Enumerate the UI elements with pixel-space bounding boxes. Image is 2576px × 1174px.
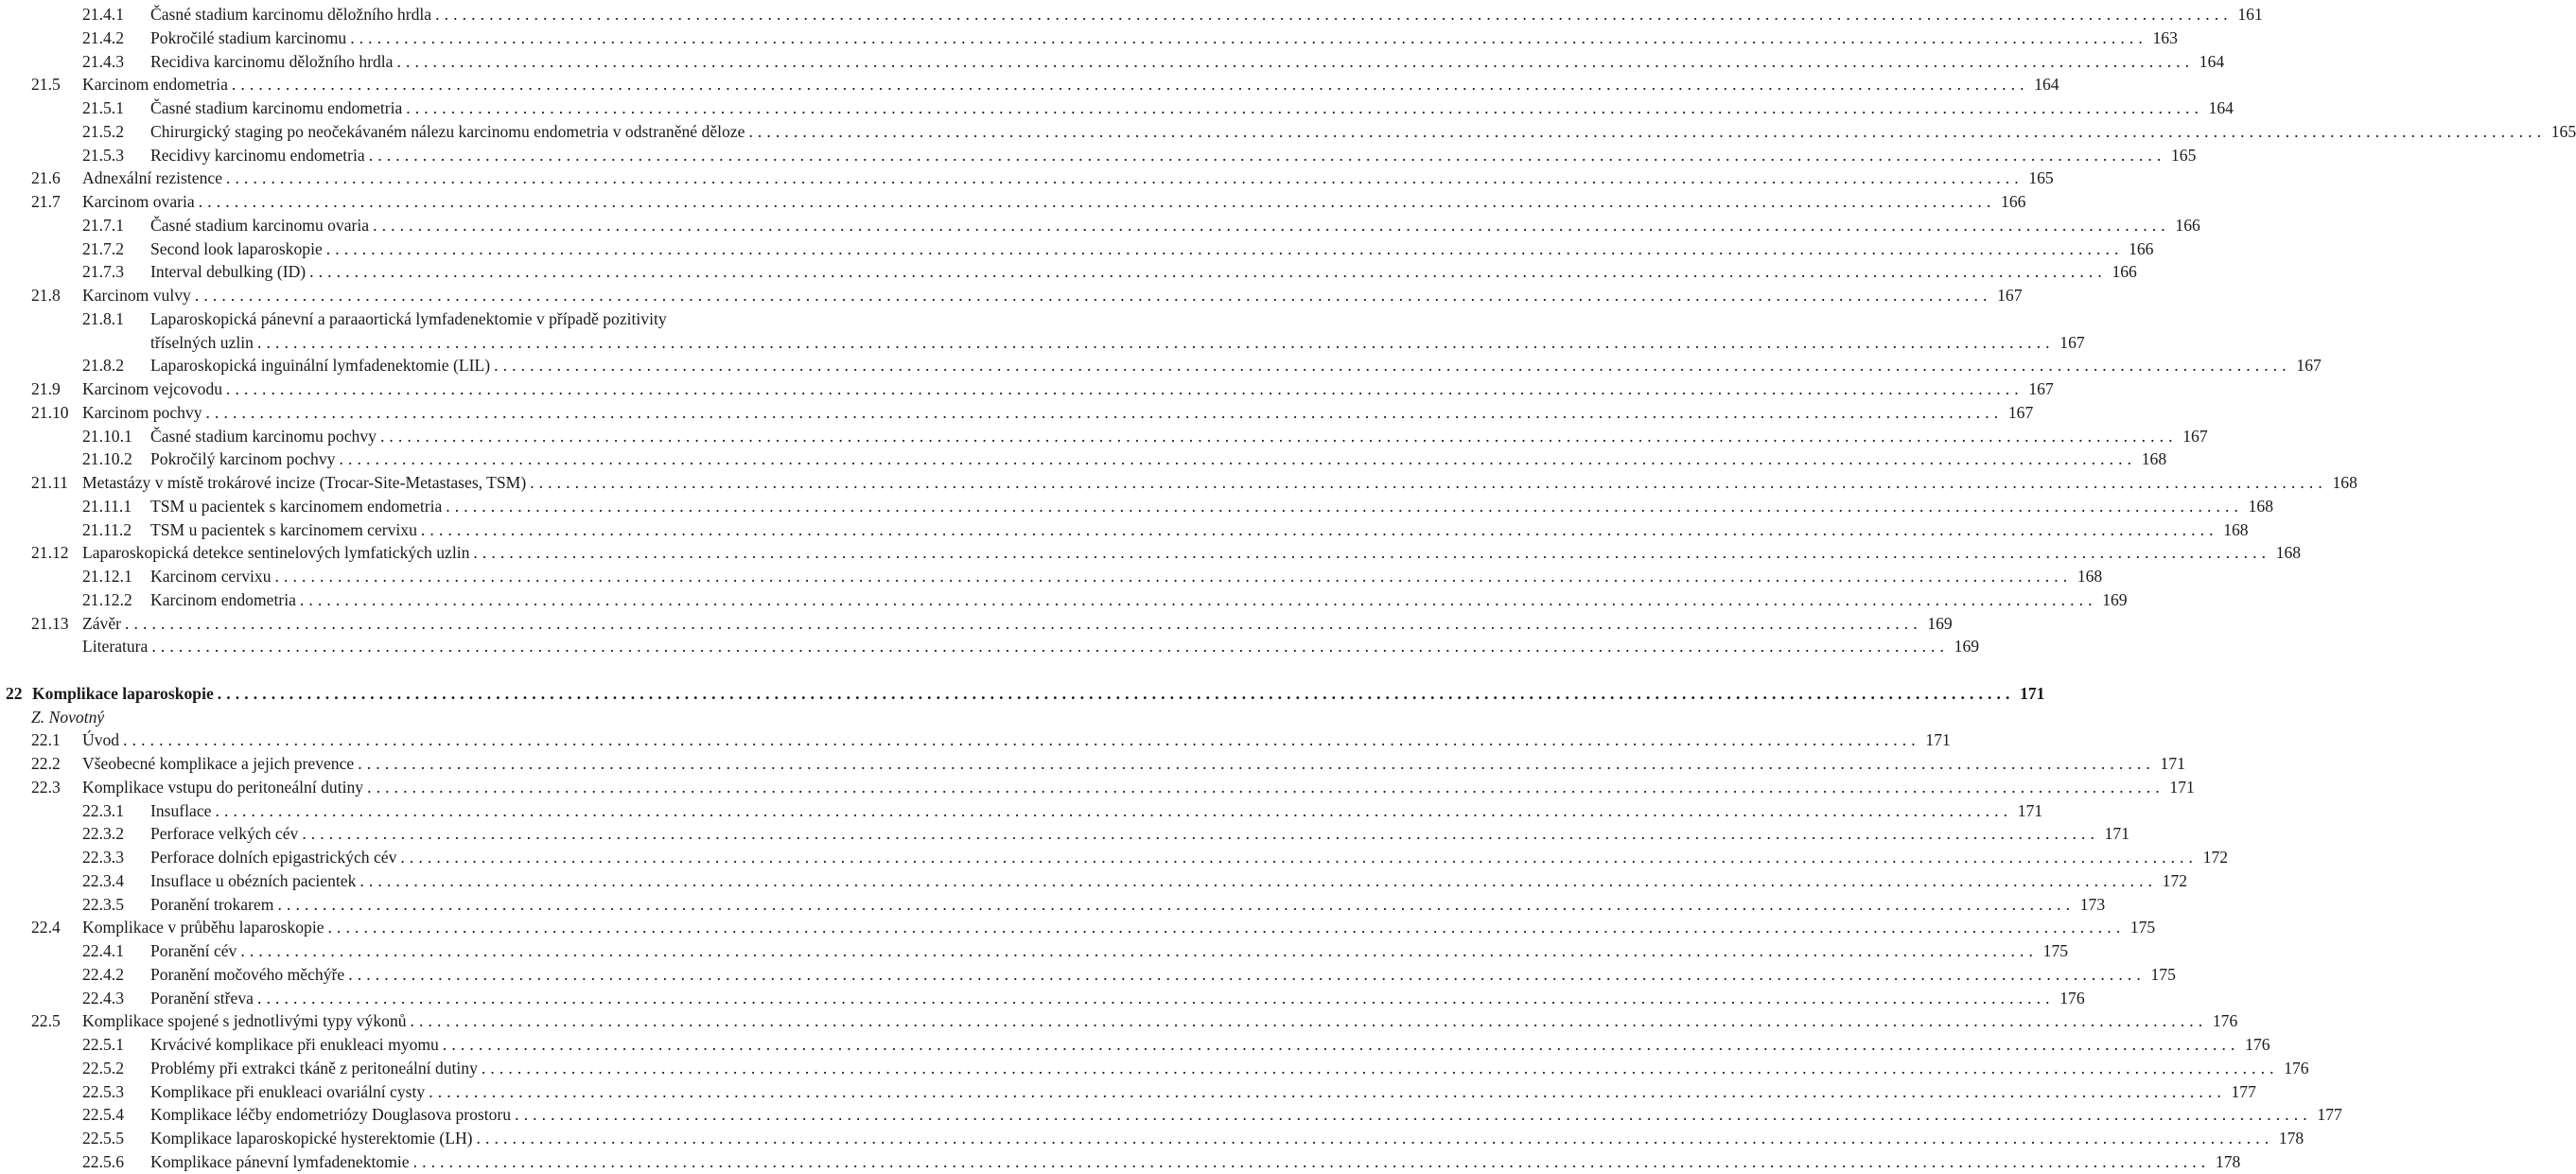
toc-leader-dots: ........................................................................................................................................................................................................ bbox=[309, 262, 2107, 282]
toc-entry-title: TSM u pacientek s karcinomem cervixu bbox=[150, 519, 417, 539]
toc-leader-dots: ........................................................................................................................................................................................................ bbox=[194, 286, 1992, 305]
toc-entry-title: Poranění cév bbox=[150, 941, 237, 960]
toc-leader-dots: ........................................................................................................................................................................................................ bbox=[358, 754, 2155, 773]
toc-leader-dots: ........................................................................................................................................................................................................ bbox=[256, 332, 2055, 352]
toc-entry[interactable] bbox=[31, 284, 2023, 307]
toc-entry-page: 168 bbox=[2077, 567, 2103, 586]
chapter-author: Z. Novotný bbox=[31, 707, 105, 727]
toc-entry[interactable] bbox=[82, 893, 2106, 916]
toc-entry-number: 21.8.2 bbox=[82, 356, 124, 376]
toc-leader-dots: ........................................................................................................................................................................................................ bbox=[494, 356, 2291, 376]
toc-entry-number: 22.2 bbox=[31, 754, 61, 773]
toc-entry-number: 21.7.3 bbox=[82, 262, 124, 282]
toc-entry[interactable] bbox=[31, 612, 1953, 635]
toc-entry[interactable] bbox=[82, 96, 2234, 119]
toc-entry-title: Karcinom pochvy bbox=[82, 402, 202, 422]
toc-entry-number: 22.5.4 bbox=[82, 1105, 124, 1125]
toc-entry-page: 168 bbox=[2223, 519, 2249, 539]
toc-entry-title: Komplikace vstupu do peritoneální dutiny bbox=[82, 777, 364, 797]
toc-entry-title: TSM u pacientek s karcinomem endometria bbox=[150, 496, 443, 516]
toc-entry-title: Karcinom vejcovodu bbox=[82, 379, 223, 398]
toc-entry-page: 164 bbox=[2199, 51, 2225, 71]
toc-entry-page: 167 bbox=[2296, 356, 2322, 376]
toc-entry-number: 21.4.3 bbox=[82, 51, 124, 71]
toc-entry-title: Poranění trokarem bbox=[150, 894, 274, 914]
toc-entry[interactable] bbox=[31, 377, 2054, 400]
toc-entry-page: 171 bbox=[2104, 824, 2129, 844]
toc-entry-number: 22.1 bbox=[31, 730, 61, 750]
toc-entry[interactable] bbox=[31, 73, 2059, 96]
toc-entry[interactable] bbox=[82, 869, 2188, 892]
toc-entry[interactable] bbox=[31, 190, 2026, 213]
toc-entry-page: 171 bbox=[2017, 800, 2043, 820]
toc-leader-dots: ........................................................................................................................................................................................................ bbox=[412, 1151, 2211, 1171]
toc-entry-page: 172 bbox=[2162, 870, 2188, 890]
toc-entry-number: 21.12 bbox=[31, 543, 69, 563]
toc-entry[interactable] bbox=[82, 1057, 2309, 1079]
toc-entry-title: Perforace dolních epigastrických cév bbox=[150, 848, 397, 867]
toc-entry[interactable] bbox=[82, 354, 2322, 377]
toc-entry-number: 21.9 bbox=[31, 379, 61, 398]
toc-entry[interactable] bbox=[82, 214, 2200, 237]
toc-leader-dots: ........................................................................................................................................................................................................ bbox=[151, 637, 1950, 657]
toc-entry-number: 21.13 bbox=[31, 613, 69, 633]
toc-entry[interactable] bbox=[31, 1009, 2238, 1032]
toc-entry-title: Krvácivé komplikace při enukleaci myomu bbox=[150, 1035, 439, 1054]
toc-entry-number: 21.5 bbox=[31, 75, 61, 95]
toc-leader-dots: ........................................................................................................................................................................................................ bbox=[367, 777, 2164, 797]
toc-entry-title: Komplikace pánevní lymfadenektomie bbox=[150, 1151, 410, 1171]
toc-entry[interactable] bbox=[82, 144, 2197, 166]
toc-entry-page: 168 bbox=[2275, 543, 2302, 563]
toc-entry-number: 21.11 bbox=[31, 473, 68, 492]
toc-entry[interactable] bbox=[31, 471, 2357, 494]
toc-leader-dots: ........................................................................................................................................................................................................ bbox=[240, 941, 2039, 960]
toc-entry-page: 168 bbox=[2248, 496, 2273, 516]
toc-entry[interactable] bbox=[82, 518, 2249, 541]
toc-entry[interactable] bbox=[82, 588, 2128, 611]
toc-entry[interactable] bbox=[82, 1080, 2256, 1103]
toc-leader-dots: ........................................................................................................................................................................................................ bbox=[274, 567, 2073, 586]
toc-entry-title: Recidiva karcinomu děložního hrdla bbox=[150, 51, 394, 71]
toc-entry-number: 22.3 bbox=[31, 777, 61, 797]
toc-leader-dots: ........................................................................................................................................................................................................ bbox=[256, 988, 2055, 1008]
toc-entry[interactable] bbox=[82, 1033, 2270, 1056]
toc-leader-dots: ........................................................................................................................................................................................................ bbox=[299, 589, 2097, 609]
toc-leader-dots: ........................................................................................................................................................................................................ bbox=[748, 121, 2547, 141]
toc-entry-number: 21.7 bbox=[31, 192, 61, 211]
toc-entry-page: 175 bbox=[2150, 964, 2176, 984]
toc-entry-title: Komplikace laparoskopie bbox=[32, 683, 214, 703]
toc-entry-number: 22.5.1 bbox=[82, 1035, 124, 1054]
toc-entry[interactable] bbox=[31, 166, 2054, 189]
toc-entry-title: Karcinom cervixu bbox=[150, 567, 272, 586]
toc-entry-page: 176 bbox=[2212, 1011, 2238, 1031]
toc-leader-dots: ........................................................................................................................................................................................................ bbox=[226, 379, 2024, 398]
toc-entry-title: Časné stadium karcinomu pochvy bbox=[150, 426, 377, 446]
toc-leader-dots: ........................................................................................................................................................................................................ bbox=[339, 449, 2137, 469]
toc-entry-number: 21.8.1 bbox=[82, 308, 124, 328]
toc-entry-title: Komplikace v průběhu laparoskopie bbox=[82, 918, 324, 937]
toc-entry[interactable] bbox=[31, 776, 2195, 798]
toc-entry-number: 21.8 bbox=[31, 286, 61, 305]
toc-entry-title: Časné stadium karcinomu ovaria bbox=[150, 215, 370, 235]
toc-entry-title: Časné stadium karcinomu endometria bbox=[150, 98, 403, 117]
toc-entry-number: 21.7.1 bbox=[82, 215, 124, 235]
toc-entry-number: 22.3.4 bbox=[82, 870, 124, 890]
toc-entry-title: Laparoskopická detekce sentinelových lymfatických uzlin bbox=[82, 543, 470, 563]
toc-entry-number: 21.12.1 bbox=[82, 567, 132, 586]
toc-entry-page: 167 bbox=[2182, 426, 2208, 446]
toc-leader-dots: ........................................................................................................................................................................................................ bbox=[420, 519, 2218, 539]
toc-entry-page: 164 bbox=[2208, 98, 2234, 117]
toc-entry[interactable] bbox=[6, 682, 2045, 705]
toc-entry[interactable] bbox=[82, 1103, 2342, 1126]
toc-entry-title: Insuflace bbox=[150, 800, 212, 820]
toc-entry[interactable] bbox=[82, 963, 2176, 986]
toc-entry-number: 22.3.5 bbox=[82, 894, 124, 914]
toc-entry-page: 169 bbox=[1954, 637, 1980, 657]
toc-entry-number: 22.3.2 bbox=[82, 824, 124, 844]
toc-entry-page: 177 bbox=[2231, 1081, 2256, 1101]
toc-entry-number: 21.4.1 bbox=[82, 5, 124, 24]
toc-entry-number: 21.4.2 bbox=[82, 27, 124, 47]
toc-entry-page: 171 bbox=[2160, 754, 2185, 773]
toc-entry-page: 173 bbox=[2079, 894, 2106, 914]
toc-entry[interactable] bbox=[31, 728, 1951, 751]
toc-entry-page: 166 bbox=[2001, 192, 2026, 211]
toc-leader-dots: ........................................................................................................................................................................................................ bbox=[515, 1105, 2312, 1125]
toc-entry-page: 167 bbox=[2059, 332, 2085, 352]
toc-entry-title: Komplikace při enukleaci ovariální cysty bbox=[150, 1081, 426, 1101]
toc-entry-page: 167 bbox=[2028, 379, 2054, 398]
toc-entry-title: Poranění střeva bbox=[150, 988, 254, 1008]
toc-entry-page: 166 bbox=[2175, 215, 2200, 235]
toc-entry-number: 21.11.2 bbox=[82, 519, 132, 539]
toc-entry-page: 165 bbox=[2550, 121, 2576, 141]
toc-entry[interactable] bbox=[82, 3, 2263, 26]
toc-entry-number: 22.3.1 bbox=[82, 800, 124, 820]
toc-leader-dots: ........................................................................................................................................................................................................ bbox=[429, 1081, 2226, 1101]
toc-entry[interactable] bbox=[82, 50, 2225, 73]
toc-leader-dots: ........................................................................................................................................................................................................ bbox=[123, 730, 1920, 750]
toc-entry-page: 176 bbox=[2059, 988, 2085, 1008]
toc-entry-title: Komplikace laparoskopické hysterektomie (LH) bbox=[150, 1129, 473, 1148]
toc-entry[interactable] bbox=[82, 565, 2103, 587]
toc-entry-number: 21.10.2 bbox=[82, 449, 132, 469]
toc-entry-page: 168 bbox=[2141, 449, 2167, 469]
toc-leader-dots: ........................................................................................................................................................................................................ bbox=[379, 426, 2178, 446]
toc-entry-title: Laparoskopická pánevní a paraaortická lymfadenektomie v případě pozitivity bbox=[150, 308, 667, 328]
toc-leader-dots: ........................................................................................................................................................................................................ bbox=[302, 824, 2099, 844]
toc-entry-number: 22.5.3 bbox=[82, 1081, 124, 1101]
toc-entry-number: 22.5.5 bbox=[82, 1129, 124, 1148]
toc-leader-dots: ........................................................................................................................................................................................................ bbox=[410, 1011, 2208, 1031]
toc-leader-dots: ........................................................................................................................................................................................................ bbox=[348, 964, 2146, 984]
toc-entry[interactable] bbox=[82, 26, 2178, 49]
toc-entry-page: 175 bbox=[2129, 918, 2156, 937]
toc-entry[interactable] bbox=[82, 260, 2137, 283]
toc-entry-page: 164 bbox=[2034, 75, 2059, 95]
toc-leader-dots: ........................................................................................................................................................................................................ bbox=[373, 215, 2170, 235]
toc-entry[interactable] bbox=[82, 635, 1980, 657]
toc-leader-dots: ........................................................................................................................................................................................................ bbox=[277, 894, 2076, 914]
toc-leader-dots: ........................................................................................................................................................................................................ bbox=[406, 98, 2203, 117]
toc-leader-dots: ........................................................................................................................................................................................................ bbox=[215, 800, 2013, 820]
toc-leader-dots: ........................................................................................................................................................................................................ bbox=[368, 145, 2166, 165]
toc-entry-title: Recidivy karcinomu endometria bbox=[150, 145, 365, 165]
toc-entry-number: 21.5.3 bbox=[82, 145, 124, 165]
toc-entry[interactable] bbox=[82, 237, 2154, 260]
toc-entry[interactable] bbox=[82, 799, 2043, 822]
toc-leader-dots: ........................................................................................................................................................................................................ bbox=[226, 168, 2024, 188]
toc-entry[interactable] bbox=[82, 307, 905, 330]
toc-entry-title: Literatura bbox=[82, 637, 149, 657]
toc-entry[interactable] bbox=[82, 495, 2273, 517]
toc-entry-page: 166 bbox=[2129, 238, 2154, 258]
toc-leader-dots: ........................................................................................................................................................................................................ bbox=[446, 496, 2243, 516]
toc-entry-page: 169 bbox=[2102, 589, 2128, 609]
toc-entry-number: 22.5 bbox=[31, 1011, 61, 1031]
toc-entry[interactable] bbox=[82, 822, 2129, 845]
toc-entry-title: Závěr bbox=[82, 613, 122, 633]
toc-entry-page: 161 bbox=[2237, 5, 2263, 24]
toc-entry-number: 22.5.2 bbox=[82, 1058, 124, 1078]
toc-entry-page: 175 bbox=[2042, 941, 2069, 960]
toc-entry[interactable] bbox=[82, 846, 2229, 868]
toc-entry-title: Second look laparoskopie bbox=[150, 238, 323, 258]
toc-entry-page: 168 bbox=[2332, 473, 2357, 492]
toc-entry-number: 21.5.2 bbox=[82, 121, 124, 141]
toc-entry-title: Karcinom endometria bbox=[150, 589, 296, 609]
toc-entry-title: Časné stadium karcinomu děložního hrdla bbox=[150, 5, 432, 24]
toc-entry[interactable] bbox=[82, 987, 2085, 1009]
toc-entry-number: 21.7.2 bbox=[82, 238, 124, 258]
toc-entry-number: 21.6 bbox=[31, 168, 61, 188]
toc-entry[interactable] bbox=[82, 447, 2167, 470]
toc-entry-number: 21.12.2 bbox=[82, 589, 132, 609]
toc-entry-page: 163 bbox=[2152, 27, 2178, 47]
toc-entry-title: Adnexální rezistence bbox=[82, 168, 223, 188]
toc-leader-dots: ........................................................................................................................................................................................................ bbox=[442, 1035, 2240, 1054]
toc-entry-title: Komplikace spojené s jednotlivými typy výkonů bbox=[82, 1011, 407, 1031]
toc-entry-title: Pokročilý karcinom pochvy bbox=[150, 449, 336, 469]
toc-entry-title: Karcinom vulvy bbox=[82, 286, 191, 305]
toc-entry[interactable] bbox=[150, 331, 2085, 354]
toc-entry[interactable] bbox=[31, 752, 2185, 775]
toc-leader-dots: ........................................................................................................................................................................................................ bbox=[530, 473, 2327, 492]
toc-entry-title: Karcinom ovaria bbox=[82, 192, 195, 211]
toc-leader-dots: ........................................................................................................................................................................................................ bbox=[205, 402, 2004, 422]
toc-leader-dots: ........................................................................................................................................................................................................ bbox=[481, 1058, 2279, 1078]
toc-entry-page: 172 bbox=[2202, 848, 2229, 867]
toc-entry-number: 21.10.1 bbox=[82, 426, 132, 446]
toc-entry[interactable] bbox=[82, 1150, 2241, 1173]
toc-entry-title: Pokročilé stadium karcinomu bbox=[150, 27, 347, 47]
toc-entry-page: 171 bbox=[1925, 730, 1951, 750]
toc-leader-dots: ........................................................................................................................................................................................................ bbox=[217, 683, 2015, 703]
toc-entry-title: Problémy při extrakci tkáně z peritoneální dutiny bbox=[150, 1058, 478, 1078]
toc-entry-page: 165 bbox=[2171, 145, 2197, 165]
toc-entry-number: 21.10 bbox=[31, 402, 69, 422]
toc-leader-dots: ........................................................................................................................................................................................................ bbox=[231, 75, 2029, 95]
toc-leader-dots: ........................................................................................................................................................................................................ bbox=[327, 918, 2126, 937]
toc-entry-title: Metastázy v místě trokárové incize (Trocar-Site-Metastases, TSM) bbox=[82, 473, 527, 492]
toc-entry-number: 21.11.1 bbox=[82, 496, 132, 516]
toc-leader-dots: ........................................................................................................................................................................................................ bbox=[125, 613, 1922, 633]
toc-leader-dots: ........................................................................................................................................................................................................ bbox=[350, 27, 2147, 47]
toc-entry-page: 176 bbox=[2245, 1035, 2270, 1054]
toc-entry[interactable] bbox=[31, 541, 2302, 564]
toc-entry-title: Perforace velkých cév bbox=[150, 824, 299, 844]
toc-entry-page: 169 bbox=[1927, 613, 1953, 633]
toc-entry-page: 165 bbox=[2028, 168, 2054, 188]
toc-leader-dots: ........................................................................................................................................................................................................ bbox=[359, 870, 2158, 890]
toc-leader-dots: ........................................................................................................................................................................................................ bbox=[325, 238, 2124, 258]
toc-entry-title: Insuflace u obézních pacientek bbox=[150, 870, 357, 890]
toc-entry-title: Chirurgický staging po neočekávaném nálezu karcinomu endometria v odstraněné děloze bbox=[150, 121, 745, 141]
toc-entry-number: 21.5.1 bbox=[82, 98, 124, 117]
toc-entry-page: 171 bbox=[2020, 683, 2045, 703]
toc-entry-page: 176 bbox=[2284, 1058, 2309, 1078]
toc-entry-title: Laparoskopická inguinální lymfadenektomie (LIL) bbox=[150, 356, 491, 376]
toc-entry-title: Všeobecné komplikace a jejich prevence bbox=[82, 754, 355, 773]
toc-entry[interactable] bbox=[82, 120, 2576, 143]
toc-entry[interactable] bbox=[31, 401, 2034, 424]
toc-entry[interactable] bbox=[82, 425, 2208, 447]
toc-entry-number: 22.4.3 bbox=[82, 988, 124, 1008]
toc-entry-number: 22 bbox=[6, 683, 23, 703]
toc-entry-title: Komplikace léčby endometriózy Douglasova prostoru bbox=[150, 1105, 512, 1125]
toc-leader-dots: ........................................................................................................................................................................................................ bbox=[473, 543, 2271, 563]
toc-entry-page: 171 bbox=[2169, 777, 2195, 797]
toc-leader-dots: ........................................................................................................................................................................................................ bbox=[435, 5, 2233, 24]
toc-entry-title: tříselných uzlin bbox=[150, 332, 254, 352]
toc-leader-dots: ........................................................................................................................................................................................................ bbox=[476, 1129, 2274, 1148]
toc-entry[interactable] bbox=[82, 1127, 2304, 1149]
toc-leader-dots: ........................................................................................................................................................................................................ bbox=[400, 848, 2199, 867]
toc-entry[interactable] bbox=[82, 939, 2069, 962]
toc-entry-page: 166 bbox=[2112, 262, 2137, 282]
toc-entry[interactable] bbox=[31, 916, 2156, 938]
toc-entry-number: 22.4.1 bbox=[82, 941, 124, 960]
toc-entry-number: 22.4.2 bbox=[82, 964, 124, 984]
toc-entry-number: 22.3.3 bbox=[82, 848, 124, 867]
toc-entry-page: 178 bbox=[2215, 1151, 2241, 1171]
toc-entry-title: Karcinom endometria bbox=[82, 75, 228, 95]
toc-entry-title: Úvod bbox=[82, 730, 120, 750]
toc-entry-number: 22.4 bbox=[31, 918, 61, 937]
toc-entry-number: 22.5.6 bbox=[82, 1151, 124, 1171]
toc-entry-page: 167 bbox=[2007, 402, 2034, 422]
toc-entry-page: 167 bbox=[1997, 286, 2023, 305]
toc-leader-dots: ........................................................................................................................................................................................................ bbox=[198, 192, 1996, 211]
toc-entry-title: Interval debulking (ID) bbox=[150, 262, 307, 282]
toc-entry-title: Poranění močového měchýře bbox=[150, 964, 345, 984]
toc-leader-dots: ........................................................................................................................................................................................................ bbox=[396, 51, 2195, 71]
toc-entry-page: 178 bbox=[2278, 1129, 2304, 1148]
toc-entry-page: 177 bbox=[2317, 1105, 2342, 1125]
